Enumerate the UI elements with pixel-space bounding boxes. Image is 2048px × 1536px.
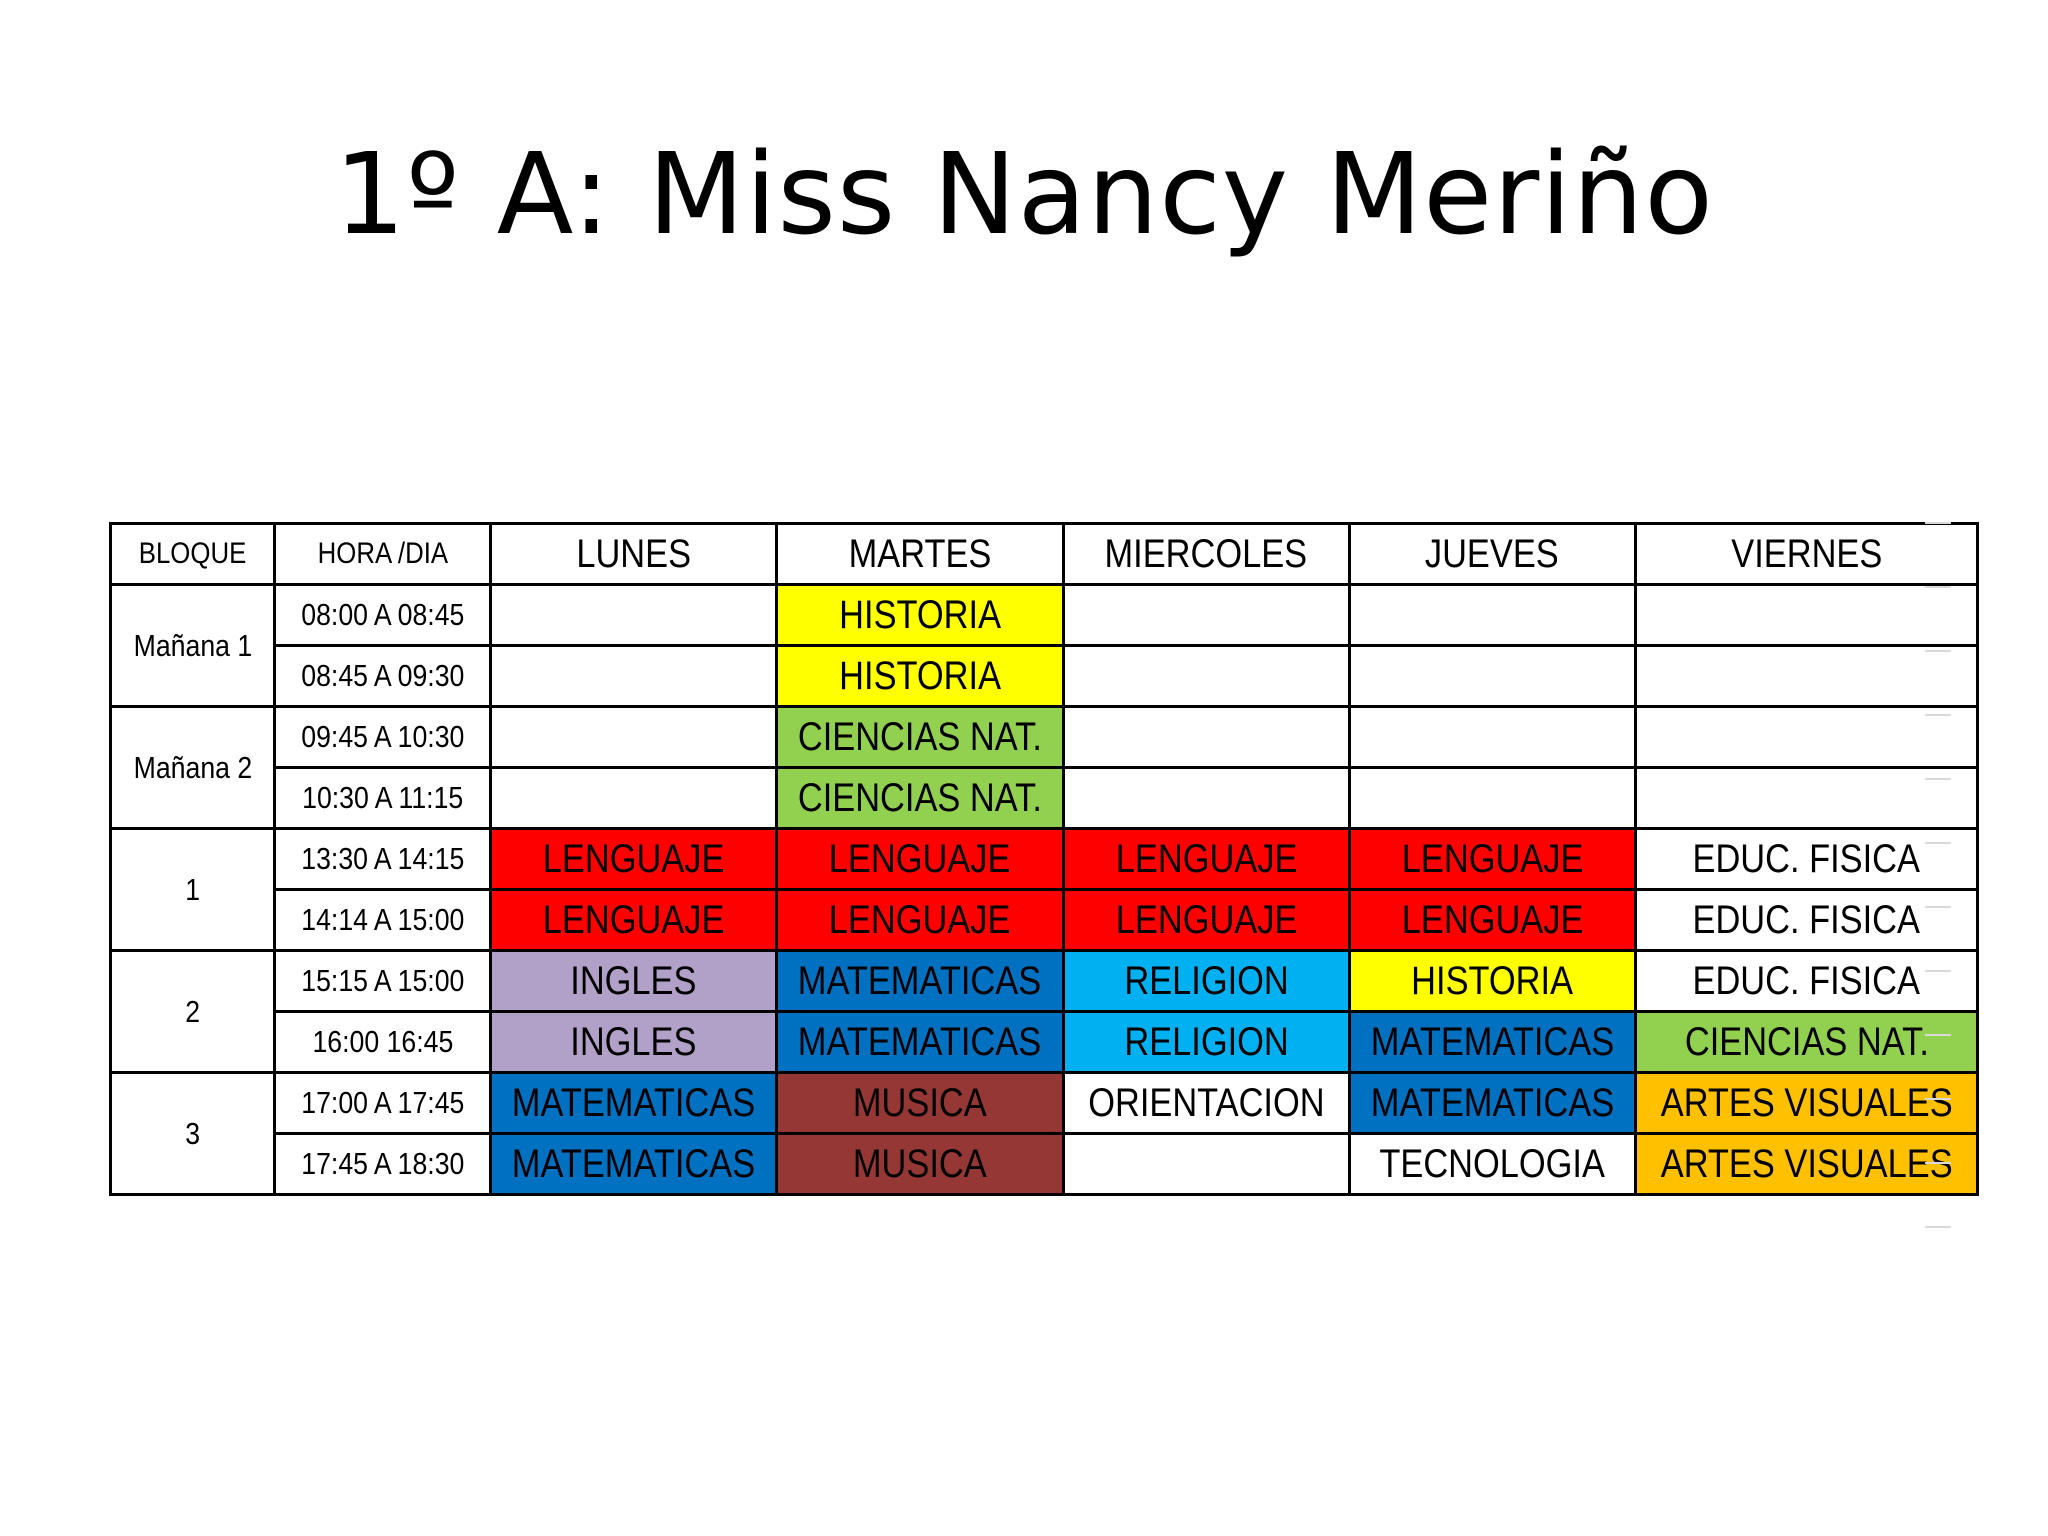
gridline-stub [1925, 586, 1951, 588]
table-row [111, 646, 1978, 707]
time-cell: 08:45 A 09:30 [275, 646, 491, 707]
gridline-stub [1925, 842, 1951, 844]
subject-cell-martes: LENGUAJE [777, 890, 1064, 951]
subject-cell-jueves: MATEMATICAS [1349, 1012, 1635, 1073]
table-row [111, 1012, 1978, 1073]
gridline-stub [1925, 1098, 1951, 1100]
time-cell: 16:00 16:45 [275, 1012, 491, 1073]
subject-cell-jueves [1349, 768, 1635, 829]
subject-cell-lunes [491, 646, 777, 707]
subject-cell-jueves [1349, 707, 1635, 768]
header-row [111, 524, 1978, 585]
subject-cell-jueves [1349, 646, 1635, 707]
header-day-lunes: LUNES [491, 524, 777, 585]
subject-cell-lunes [491, 585, 777, 646]
subject-cell-viernes [1635, 646, 1977, 707]
time-cell: 17:45 A 18:30 [275, 1134, 491, 1195]
gridline-stub [1925, 1034, 1951, 1036]
schedule-body [111, 585, 1978, 1195]
subject-cell-miercoles [1063, 1134, 1349, 1195]
gridline-stub [1925, 1226, 1951, 1228]
table-row [111, 768, 1978, 829]
subject-cell-miercoles: RELIGION [1063, 1012, 1349, 1073]
subject-cell-miercoles: ORIENTACION [1063, 1073, 1349, 1134]
gridline-stub [1925, 522, 1951, 524]
bloque-cell: 2 [111, 951, 275, 1073]
subject-cell-jueves: LENGUAJE [1349, 829, 1635, 890]
subject-cell-miercoles [1063, 646, 1349, 707]
schedule-table-container [109, 522, 1979, 1196]
subject-cell-viernes [1635, 768, 1977, 829]
time-cell: 09:45 A 10:30 [275, 707, 491, 768]
header-hora: HORA /DIA [275, 524, 491, 585]
time-cell: 08:00 A 08:45 [275, 585, 491, 646]
subject-cell-viernes: EDUC. FISICA [1635, 829, 1977, 890]
subject-cell-miercoles: LENGUAJE [1063, 829, 1349, 890]
time-cell: 13:30 A 14:15 [275, 829, 491, 890]
time-cell: 15:15 A 15:00 [275, 951, 491, 1012]
gridline-stub [1925, 906, 1951, 908]
header-day-jueves: JUEVES [1349, 524, 1635, 585]
time-cell: 10:30 A 11:15 [275, 768, 491, 829]
subject-cell-lunes [491, 707, 777, 768]
subject-cell-martes: CIENCIAS NAT. [777, 707, 1064, 768]
subject-cell-viernes [1635, 585, 1977, 646]
table-row [111, 890, 1978, 951]
subject-cell-miercoles [1063, 707, 1349, 768]
subject-cell-viernes: EDUC. FISICA [1635, 951, 1977, 1012]
time-cell: 14:14 A 15:00 [275, 890, 491, 951]
subject-cell-martes: MUSICA [777, 1073, 1064, 1134]
gridline-stub [1925, 714, 1951, 716]
subject-cell-lunes: LENGUAJE [491, 890, 777, 951]
gridline-stub [1925, 1162, 1951, 1164]
gridline-stub [1925, 778, 1951, 780]
subject-cell-martes: LENGUAJE [777, 829, 1064, 890]
subject-cell-lunes: MATEMATICAS [491, 1134, 777, 1195]
table-row [111, 1073, 1978, 1134]
subject-cell-miercoles: RELIGION [1063, 951, 1349, 1012]
subject-cell-miercoles [1063, 585, 1349, 646]
schedule-table [109, 522, 1979, 1196]
subject-cell-viernes: CIENCIAS NAT. [1635, 1012, 1977, 1073]
subject-cell-martes: HISTORIA [777, 585, 1064, 646]
header-day-martes: MARTES [777, 524, 1064, 585]
subject-cell-martes: MUSICA [777, 1134, 1064, 1195]
subject-cell-viernes: EDUC. FISICA [1635, 890, 1977, 951]
table-row [111, 829, 1978, 890]
subject-cell-lunes [491, 768, 777, 829]
subject-cell-lunes: MATEMATICAS [491, 1073, 777, 1134]
subject-cell-martes: HISTORIA [777, 646, 1064, 707]
subject-cell-martes: MATEMATICAS [777, 951, 1064, 1012]
subject-cell-lunes: INGLES [491, 951, 777, 1012]
header-day-miercoles: MIERCOLES [1063, 524, 1349, 585]
page-title: 1º A: Miss Nancy Meriño [334, 130, 1714, 260]
bloque-cell: 1 [111, 829, 275, 951]
subject-cell-martes: MATEMATICAS [777, 1012, 1064, 1073]
subject-cell-jueves: HISTORIA [1349, 951, 1635, 1012]
subject-cell-martes: CIENCIAS NAT. [777, 768, 1064, 829]
table-row [111, 585, 1978, 646]
bloque-cell: 3 [111, 1073, 275, 1195]
subject-cell-lunes: INGLES [491, 1012, 777, 1073]
header-bloque: BLOQUE [111, 524, 275, 585]
table-row [111, 707, 1978, 768]
subject-cell-lunes: LENGUAJE [491, 829, 777, 890]
bloque-cell: Mañana 2 [111, 707, 275, 829]
subject-cell-jueves: MATEMATICAS [1349, 1073, 1635, 1134]
subject-cell-miercoles: LENGUAJE [1063, 890, 1349, 951]
bloque-cell: Mañana 1 [111, 585, 275, 707]
table-row [111, 951, 1978, 1012]
table-row [111, 1134, 1978, 1195]
subject-cell-jueves: LENGUAJE [1349, 890, 1635, 951]
subject-cell-jueves: TECNOLOGIA [1349, 1134, 1635, 1195]
gridline-stub [1925, 650, 1951, 652]
subject-cell-viernes: ARTES VISUALES [1635, 1134, 1977, 1195]
subject-cell-viernes: ARTES VISUALES [1635, 1073, 1977, 1134]
time-cell: 17:00 A 17:45 [275, 1073, 491, 1134]
subject-cell-miercoles [1063, 768, 1349, 829]
header-day-viernes: VIERNES [1635, 524, 1977, 585]
subject-cell-jueves [1349, 585, 1635, 646]
gridline-stub [1925, 970, 1951, 972]
